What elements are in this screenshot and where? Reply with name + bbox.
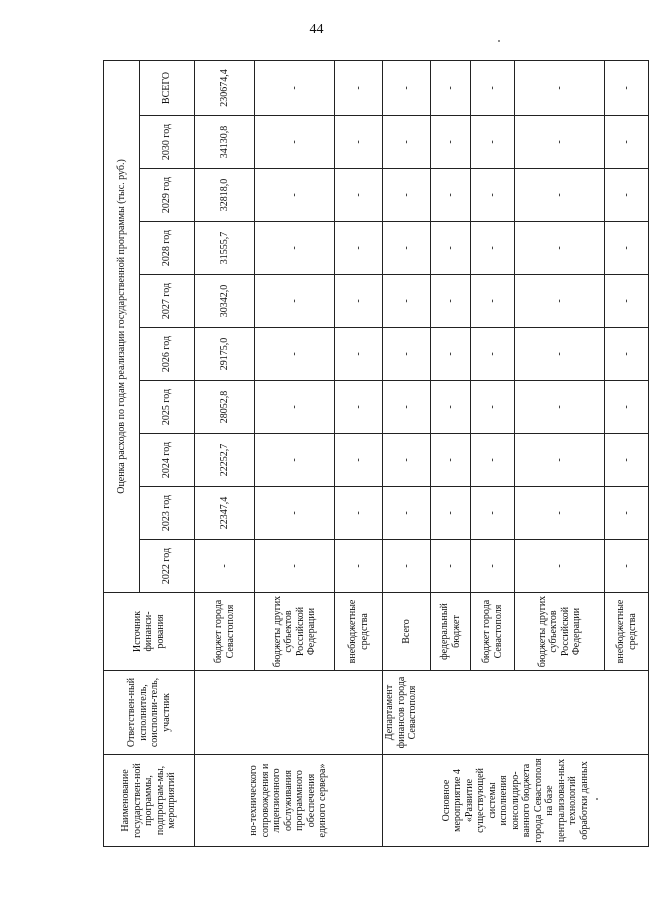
header-year-9: 2030 год bbox=[140, 116, 195, 169]
value-cell: 29175,0 bbox=[195, 328, 255, 381]
scan-speck bbox=[498, 40, 500, 42]
value-cell: - bbox=[515, 540, 605, 593]
value-cell: - bbox=[515, 434, 605, 487]
value-cell: - bbox=[335, 487, 383, 540]
header-year-10: ВСЕГО bbox=[140, 60, 195, 115]
header-year-8: 2029 год bbox=[140, 169, 195, 222]
value-cell: 22347,4 bbox=[195, 487, 255, 540]
value-cell: - bbox=[255, 328, 335, 381]
value-cell: - bbox=[605, 169, 649, 222]
funding-source-cell: бюджет города Севастополя bbox=[471, 593, 515, 671]
value-cell: - bbox=[471, 328, 515, 381]
table-row bbox=[383, 60, 431, 846]
value-cell: - bbox=[255, 60, 335, 115]
value-cell: - bbox=[383, 381, 431, 434]
value-cell: - bbox=[515, 169, 605, 222]
value-cell: - bbox=[195, 540, 255, 593]
value-cell: - bbox=[605, 328, 649, 381]
value-cell: - bbox=[335, 540, 383, 593]
value-cell: - bbox=[515, 116, 605, 169]
header-responsible: Ответствен-ный исполнитель, соисполни-тель, участник bbox=[104, 671, 195, 755]
header-year-1: 2022 год bbox=[140, 540, 195, 593]
value-cell: - bbox=[431, 540, 471, 593]
value-cell: - bbox=[383, 116, 431, 169]
value-cell: - bbox=[431, 328, 471, 381]
value-cell: - bbox=[605, 275, 649, 328]
program-name-cell: но-технического сопровождения и лицензионного обслуживания программного обеспечения единого сервера» bbox=[195, 755, 383, 847]
value-cell: 230674,4 bbox=[195, 60, 255, 115]
value-cell: - bbox=[431, 487, 471, 540]
responsible-cell bbox=[195, 671, 383, 755]
header-funding-source: Источник финанси-рования bbox=[104, 593, 195, 671]
value-cell: - bbox=[605, 381, 649, 434]
value-cell: 31555,7 bbox=[195, 222, 255, 275]
header-year-6: 2027 год bbox=[140, 275, 195, 328]
value-cell: - bbox=[431, 434, 471, 487]
value-cell: - bbox=[605, 487, 649, 540]
value-cell: - bbox=[605, 540, 649, 593]
funding-source-cell: бюджеты других субъектов Российской Федерации bbox=[255, 593, 335, 671]
value-cell: - bbox=[431, 381, 471, 434]
value-cell: - bbox=[605, 116, 649, 169]
value-cell: - bbox=[431, 169, 471, 222]
page-number: 44 bbox=[309, 22, 324, 37]
value-cell: - bbox=[431, 60, 471, 115]
value-cell: - bbox=[471, 434, 515, 487]
value-cell: - bbox=[335, 328, 383, 381]
value-cell: 34130,8 bbox=[195, 116, 255, 169]
program-name-cell: Основное мероприятие 4 «Развитие существующей системы исполнения консолидиро-ванного бюджета города Севастополя на базе централизован-ных технологий обработки данных bbox=[383, 755, 649, 847]
value-cell: - bbox=[255, 116, 335, 169]
value-cell: - bbox=[335, 116, 383, 169]
value-cell: - bbox=[255, 222, 335, 275]
value-cell: - bbox=[431, 222, 471, 275]
value-cell: - bbox=[255, 381, 335, 434]
header-year-2: 2023 год bbox=[140, 487, 195, 540]
value-cell: - bbox=[255, 487, 335, 540]
value-cell: - bbox=[383, 434, 431, 487]
value-cell: - bbox=[605, 222, 649, 275]
funding-source-cell: Всего bbox=[383, 593, 431, 671]
funding-source-cell: бюджеты других субъектов Российской Федерации bbox=[515, 593, 605, 671]
value-cell: - bbox=[515, 222, 605, 275]
header-estimate-title: Оценка расходов по годам реализации государственной программы (тыс. руб.) bbox=[104, 60, 140, 592]
value-cell: - bbox=[383, 222, 431, 275]
funding-source-cell: внебюджетные средства bbox=[335, 593, 383, 671]
value-cell: - bbox=[471, 275, 515, 328]
value-cell: - bbox=[515, 328, 605, 381]
value-cell: - bbox=[383, 169, 431, 222]
value-cell: - bbox=[515, 275, 605, 328]
value-cell: - bbox=[383, 60, 431, 115]
value-cell: - bbox=[515, 381, 605, 434]
value-cell: - bbox=[255, 169, 335, 222]
value-cell: - bbox=[471, 381, 515, 434]
budget-estimate-table bbox=[103, 60, 649, 847]
value-cell: - bbox=[335, 275, 383, 328]
value-cell: - bbox=[471, 60, 515, 115]
header-year-5: 2026 год bbox=[140, 328, 195, 381]
table-body bbox=[195, 60, 649, 846]
funding-source-cell: бюджет города Севастополя bbox=[195, 593, 255, 671]
rotated-table bbox=[103, 62, 638, 847]
responsible-cell: Департамент финансов города Севастополя bbox=[383, 671, 649, 755]
value-cell: - bbox=[471, 540, 515, 593]
value-cell: - bbox=[471, 169, 515, 222]
value-cell: 30342,0 bbox=[195, 275, 255, 328]
value-cell: - bbox=[335, 222, 383, 275]
header-year-7: 2028 год bbox=[140, 222, 195, 275]
value-cell: - bbox=[335, 381, 383, 434]
value-cell: - bbox=[515, 487, 605, 540]
value-cell: - bbox=[515, 60, 605, 115]
value-cell: - bbox=[431, 275, 471, 328]
value-cell: - bbox=[605, 60, 649, 115]
value-cell: - bbox=[335, 434, 383, 487]
value-cell: 32818,0 bbox=[195, 169, 255, 222]
table-row bbox=[195, 60, 255, 846]
funding-source-cell: федеральный бюджет bbox=[431, 593, 471, 671]
value-cell: - bbox=[605, 434, 649, 487]
header-program-name: Наименование государствен-ной программы, подпрограм-мы, мероприятий bbox=[104, 755, 195, 847]
value-cell: - bbox=[255, 540, 335, 593]
value-cell: - bbox=[383, 275, 431, 328]
header-year-4: 2025 год bbox=[140, 381, 195, 434]
value-cell: 28052,8 bbox=[195, 381, 255, 434]
value-cell: - bbox=[383, 328, 431, 381]
value-cell: - bbox=[431, 116, 471, 169]
header-year-3: 2024 год bbox=[140, 434, 195, 487]
value-cell: - bbox=[471, 116, 515, 169]
value-cell: - bbox=[471, 222, 515, 275]
value-cell: - bbox=[383, 487, 431, 540]
value-cell: - bbox=[255, 275, 335, 328]
funding-source-cell: внебюджетные средства bbox=[605, 593, 649, 671]
budget-table-container bbox=[103, 62, 638, 847]
value-cell: - bbox=[335, 169, 383, 222]
value-cell: - bbox=[255, 434, 335, 487]
value-cell: 22252,7 bbox=[195, 434, 255, 487]
value-cell: - bbox=[471, 487, 515, 540]
value-cell: - bbox=[383, 540, 431, 593]
value-cell: - bbox=[335, 60, 383, 115]
